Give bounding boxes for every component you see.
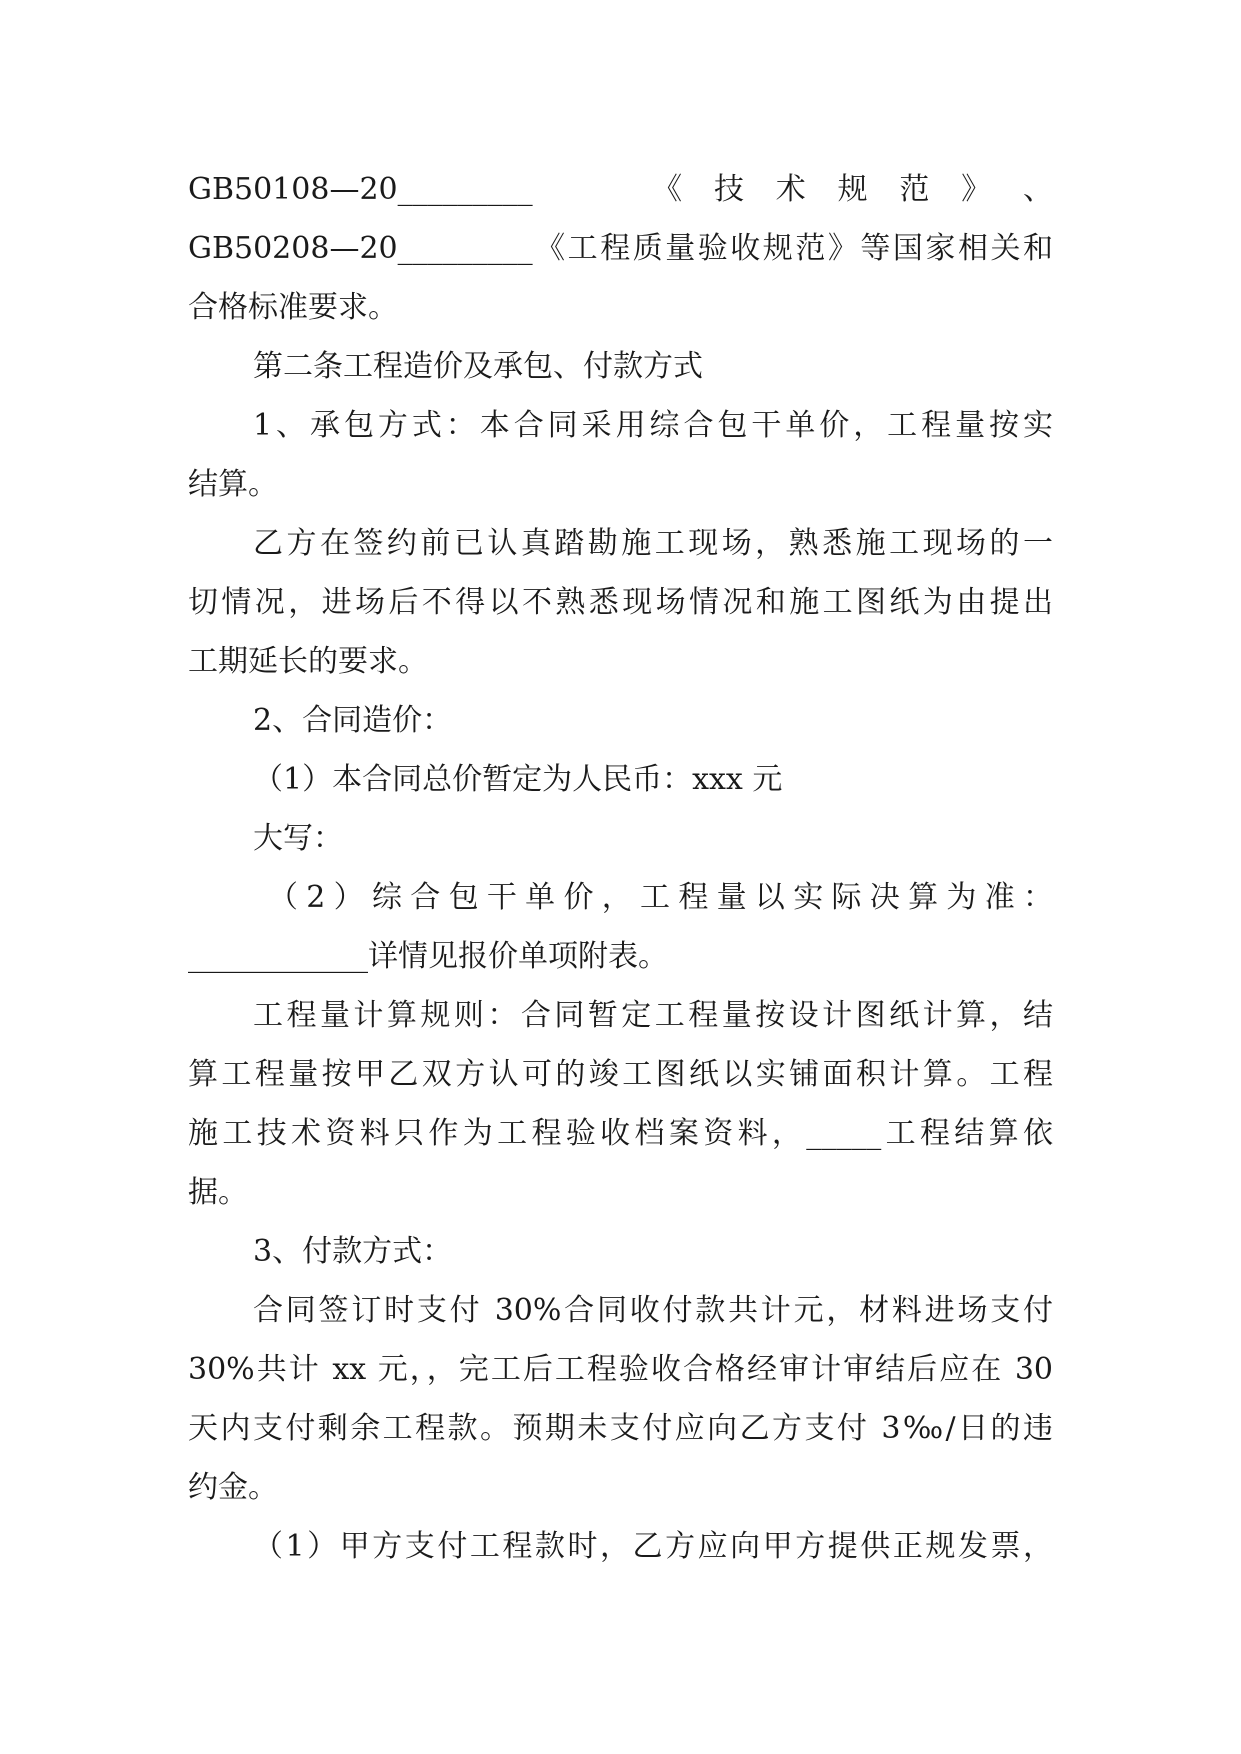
text-line-16: 算工程量按甲乙双方认可的竣工图纸以实铺面积计算。工程: [188, 1057, 1053, 1092]
text-line-18: 据。: [188, 1175, 248, 1210]
text-line-13: （2）综合包干单价，工程量以实际决算为准：: [268, 880, 1053, 915]
text-line-21: 30%共计 xx 元，，完工后工程验收合格经审计审结后应在 30: [188, 1352, 1053, 1387]
document-page: [188, 160, 1053, 1576]
text-line-22: 天内支付剩余工程款。预期未支付应向乙方支付 3‰/日的违: [188, 1411, 1053, 1446]
text-line-8: 切情况，进场后不得以不熟悉现场情况和施工图纸为由提出: [188, 585, 1053, 620]
text-line-19: 3、付款方式：: [253, 1234, 453, 1269]
section-heading: 第二条工程造价及承包、付款方式: [253, 349, 703, 384]
text-line-17: 施工技术资料只作为工程验收档案资料，_____工程结算依: [188, 1116, 1053, 1151]
text-line-20: 合同签订时支付 30%合同收付款共计元，材料进场支付: [253, 1293, 1053, 1328]
text-line-23: 约金。: [188, 1470, 278, 1505]
text-line-24: （1）甲方支付工程款时，乙方应向甲方提供正规发票，: [253, 1529, 1053, 1564]
text-line-1: GB50108—20_________ 《 技 术 规 范 》 、: [188, 172, 1053, 207]
text-line-12: 大写：: [253, 821, 343, 856]
text-line-15: 工程量计算规则：合同暂定工程量按设计图纸计算，结: [253, 998, 1053, 1033]
text-line-7: 乙方在签约前已认真踏勘施工现场，熟悉施工现场的一: [253, 526, 1053, 561]
text-line-2: GB50208—20_________《工程质量验收规范》等国家相关和: [188, 231, 1053, 266]
text-line-14: ____________详情见报价单项附表。: [188, 939, 668, 974]
text-line-11: （1）本合同总价暂定为人民币：xxx 元: [253, 762, 783, 797]
text-line-3: 合格标准要求。: [188, 290, 398, 325]
text-line-9: 工期延长的要求。: [188, 644, 428, 679]
text-line-5: 1、承包方式：本合同采用综合包干单价，工程量按实: [253, 408, 1053, 443]
text-line-10: 2、合同造价：: [253, 703, 453, 738]
text-line-6: 结算。: [188, 467, 278, 502]
